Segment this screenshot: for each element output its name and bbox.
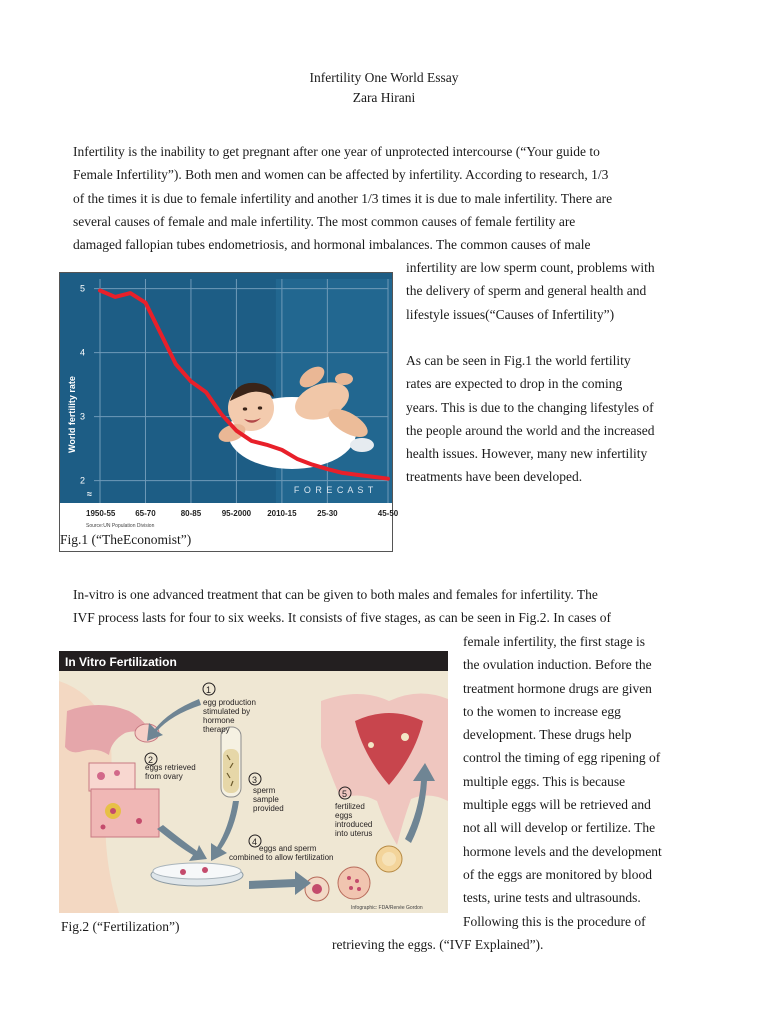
- infographic-credit: Infographic: FDA/Renée Gordon: [351, 905, 423, 911]
- text-line: control the timing of egg ripening of: [463, 750, 661, 766]
- step-text: sample: [253, 795, 279, 804]
- step-text: from ovary: [145, 772, 183, 781]
- text-line: of the eggs are monitored by blood: [463, 866, 652, 882]
- y-tick-label: 5: [80, 283, 86, 294]
- text-line: multiple eggs will be retrieved and: [463, 797, 651, 813]
- step-text: introduced: [335, 820, 373, 829]
- ivf-infographic-svg: [59, 651, 448, 913]
- source-note: Source:UN Population Division: [86, 523, 155, 529]
- axis-break-mark: ≈: [87, 489, 92, 499]
- figure-1-caption: Fig.1 (“TheEconomist”): [60, 532, 192, 547]
- step-text: into uterus: [335, 829, 373, 838]
- text-line: IVF process lasts for four to six weeks. It consists of five stages, as can be seen in Fig.2. In cases of: [73, 610, 612, 626]
- text-line: lifestyle issues(“Causes of Infertility”): [406, 306, 615, 322]
- figure-1-fertility-chart: [59, 272, 399, 552]
- sperm-sample-tube: [221, 727, 241, 797]
- fertility-chart-svg: [60, 273, 399, 533]
- text-line: infertility are low sperm count, problems with: [406, 260, 655, 275]
- step-text: eggs retrieved: [145, 763, 196, 772]
- text-line: In-vitro is one advanced treatment that can be given to both males and females for infertility. The: [73, 587, 598, 602]
- step-number: 1: [206, 685, 212, 695]
- step-number: 5: [342, 789, 348, 799]
- forecast-label: F O R E C A S T: [293, 485, 375, 495]
- paragraph-fertility-rates: [406, 349, 655, 489]
- paragraph-ivf-continued: [463, 630, 662, 933]
- infographic-title: In Vitro Fertilization: [65, 655, 177, 669]
- text-line: the delivery of sperm and general health and: [406, 283, 647, 299]
- step-text: therapy: [203, 725, 230, 734]
- text-line: damaged fallopian tubes endometriosis, and hormonal imbalances. The common causes of male: [73, 237, 591, 253]
- text-line: rates are expected to drop in the coming: [406, 376, 623, 392]
- step-number: 3: [252, 775, 258, 785]
- author-name: Zara Hirani: [352, 90, 416, 105]
- y-tick-label: 3: [80, 411, 86, 422]
- text-line: Following this is the procedure of: [463, 913, 646, 929]
- figure-2-ivf-infographic: [59, 651, 448, 913]
- text-line: treatments have been developed.: [406, 469, 583, 485]
- text-line: Infertility is the inability to get pregnant after one year of unprotected intercourse (“Your guide to: [73, 144, 600, 159]
- essay-title: Infertility One World Essay: [309, 70, 459, 85]
- step-text: sperm: [253, 786, 276, 795]
- paragraph-intro-continued: [406, 256, 655, 326]
- step-number: 4: [252, 837, 258, 847]
- y-tick-label: 4: [80, 347, 86, 358]
- x-tick-label: 95-2000: [221, 509, 252, 518]
- text-line: treatment hormone drugs are given: [463, 680, 652, 696]
- x-tick-label: 45-50: [377, 509, 399, 518]
- text-line: development. These drugs help: [463, 727, 632, 743]
- text-line: tests, urine tests and ultrasounds.: [463, 890, 641, 906]
- step-text: egg production: [203, 698, 256, 707]
- text-line: not all will develop or fertilize. The: [463, 820, 656, 836]
- x-tick-label: 2010-15: [267, 509, 297, 518]
- step-text: eggs: [335, 811, 353, 820]
- y-axis-label: World fertility rate: [67, 376, 77, 453]
- text-line: several causes of female and male infertility. The most common causes of female fertility are: [73, 213, 576, 229]
- text-line: to the women to increase egg: [463, 703, 621, 719]
- step-text: provided: [253, 804, 284, 813]
- text-line: Female Infertility”). Both men and women can be affected by infertility. According to research, 1/3: [73, 167, 609, 183]
- step-number: 2: [148, 755, 154, 765]
- text-line: the people around the world and the increased: [406, 422, 655, 438]
- paragraph-intro: [73, 140, 695, 256]
- step-text: combined to allow fertilization: [229, 853, 334, 862]
- text-line: female infertility, the first stage is: [463, 634, 646, 649]
- step-text: eggs and sperm: [259, 844, 317, 853]
- paragraph-ivf: [73, 583, 695, 630]
- step-text: hormone: [203, 716, 235, 725]
- step-text: stimulated by: [203, 707, 251, 716]
- petri-dish: [151, 863, 243, 886]
- text-line: the ovulation induction. Before the: [463, 657, 652, 673]
- figure-2-caption: Fig.2 (“Fertilization”): [61, 919, 180, 934]
- text-line: health issues. However, many new infertility: [406, 446, 648, 462]
- x-tick-label: 25-30: [317, 509, 338, 518]
- x-tick-label: 80-85: [180, 509, 202, 518]
- y-tick-label: 2: [80, 475, 86, 486]
- x-tick-label: 65-70: [135, 509, 156, 518]
- x-tick-label: 1950-55: [86, 509, 116, 518]
- text-line: of the times it is due to female infertility and another 1/3 times it is due to male infertility. There are: [73, 190, 613, 206]
- step-text: fertilized: [335, 802, 365, 811]
- text-line: As can be seen in Fig.1 the world fertility: [406, 353, 631, 368]
- text-line: hormone levels and the development: [463, 843, 662, 859]
- text-line: retrieving the eggs. (“IVF Explained”).: [332, 937, 544, 952]
- text-line: multiple eggs. This is because: [463, 773, 626, 789]
- text-line: years. This is due to the changing lifestyles of: [406, 399, 654, 415]
- paragraph-ivf-last-line: [332, 933, 543, 956]
